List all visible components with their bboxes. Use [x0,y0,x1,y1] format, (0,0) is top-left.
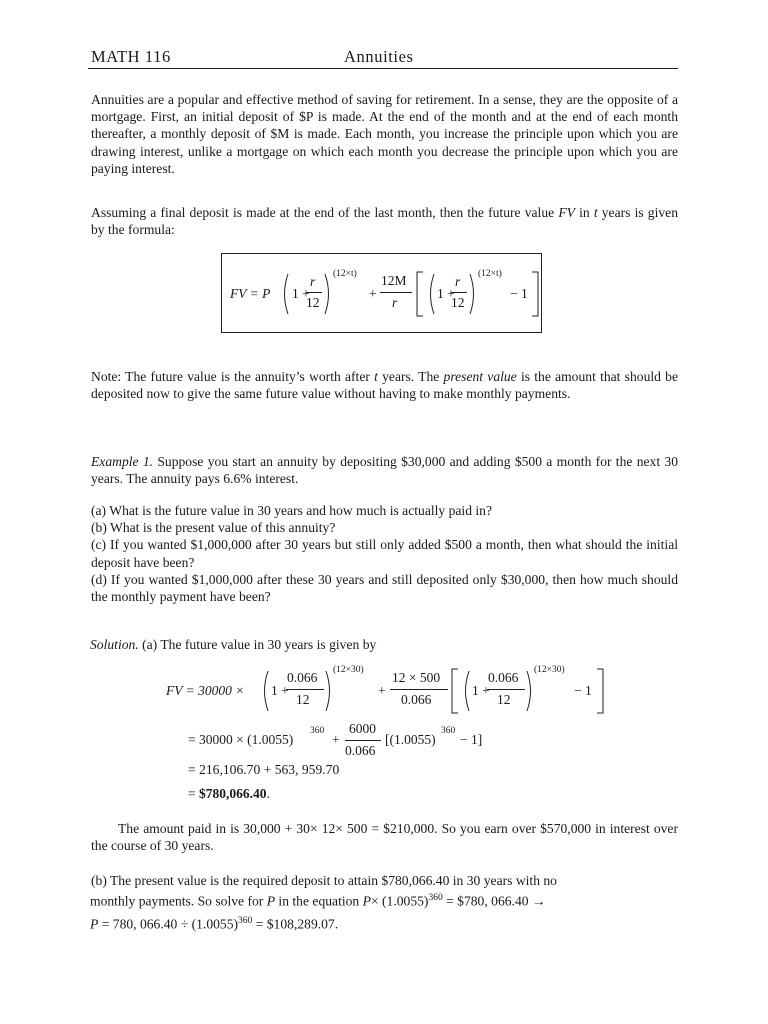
eq1-num2: 12 × 500 [392,670,441,685]
part-b-line3 [90,916,338,933]
fraction-bar [390,689,448,690]
solution-intro [90,637,376,653]
right-paren-icon [525,670,535,712]
eq2-exp: 360 [310,726,325,736]
page-title: Annuities [344,47,414,66]
left-paren-icon [260,670,270,712]
part-b-exp: 360 [428,893,443,903]
left-bracket-icon [450,668,460,714]
formula-r-numerator: r [310,274,316,289]
eq4-period: . [266,786,270,801]
paid-in-paragraph [91,820,678,854]
formula-r-numerator-2: r [455,274,461,289]
formula-minus-one: − 1 [510,286,528,301]
fraction-bar [451,292,467,293]
eq4-answer: $780,066.40 [199,786,267,801]
question-a: (a) What is the future value in 30 years and how much is actually paid in? [91,503,493,518]
part-b-paragraph [91,872,678,889]
right-paren-icon [324,670,334,712]
part-b-line2 [90,893,677,910]
page-header [90,47,678,67]
part-b-eq2: = $780, 066.40 → [442,893,546,909]
eq2-den: 0.066 [345,743,376,758]
eq1-twelve-2: 12 [497,692,511,707]
part-b-text-3b: = $108,289.07. [252,916,339,932]
formula-one-plus: 1 + [292,286,310,301]
eq2-c: − 1] [460,732,483,747]
note-present-value: present value [443,369,517,384]
course-code: MATH 116 [91,47,171,66]
part-b-line1: (b) The present value is the required deposit to attain $780,066.40 in 30 years with no [91,873,557,888]
formula-12m: 12M [381,273,407,288]
equation-4 [188,786,270,802]
fraction-bar [487,689,525,690]
note-paragraph [91,368,678,402]
fv-symbol: FV [558,205,575,220]
question-b: (b) What is the present value of this annuity? [91,520,336,536]
fraction-bar [380,292,412,293]
eq2-plus: + [332,732,340,747]
eq1-lhs: FV = 30000 × [166,683,245,698]
intro-paragraph [91,91,678,177]
eq4-prefix: = [188,786,199,801]
solution-label: Solution. [90,637,139,652]
note-text-a: Note: The future value is the annuity’s worth after [91,369,375,384]
formula-12-denominator-2: 12 [451,295,465,310]
left-paren-icon [280,273,290,315]
t-symbol: t [593,205,598,220]
right-paren-icon [323,273,333,315]
part-b-text-a: monthly payments. So solve for [90,893,267,909]
fraction-bar [286,689,324,690]
equation-3: = 216,106.70 + 563, 959.70 [188,762,340,777]
right-bracket-icon [530,271,540,317]
note-text-b: years. The [377,369,444,384]
intro-text: Annuities are a popular and effective method of saving for retirement. In a sense, they are the opposite of a mortgage. First, an initial deposit of $P is made. At the end of the month and at the end of each month thereafter, a monthly deposit of $M is made. Each month, you increase the principle upon which you are drawing interest, unlike a mortgage on which each month you decrease the principle upon which you are paying interest. [91,92,678,176]
example-text: Suppose you start an annuity by depositing $30,000 and adding $500 a month for the next 30 years. The annuity pays 6.6% interest. [91,454,679,487]
part-b-eq: × (1.0055) [370,893,429,909]
formula-r-denominator: r [392,295,398,310]
eq1-rate-2: 0.066 [488,670,519,685]
question-list [91,502,678,605]
formula-exponent-2: (12×t) [478,269,502,279]
right-bracket-icon [595,668,605,714]
part-b-text-b: in the equation [275,893,363,909]
right-paren-icon [468,273,478,315]
left-paren-icon [461,670,471,712]
eq1-plus: + [378,683,386,698]
formula-one-plus-2: 1 + [437,286,455,301]
formula-12-denominator: 12 [306,295,320,310]
eq2-b: [(1.0055) [385,732,436,747]
solution-intro-text: (a) The future value in 30 years is given by [138,637,377,652]
lead-text-b: in [579,205,594,220]
part-b-p: P [266,893,276,909]
eq2-num: 6000 [349,721,376,736]
eq1-one-plus: 1 + [271,683,289,698]
lead-text-a: Assuming a final deposit is made at the end of the last month, then the future value [91,205,559,220]
formula-lead-paragraph [91,204,678,238]
eq1-twelve: 12 [296,692,310,707]
eq1-minus-one: − 1 [574,683,592,698]
fraction-bar [306,292,322,293]
formula-plus: + [369,286,377,301]
formula-box [221,253,542,333]
formula-exponent: (12×t) [333,269,357,279]
example-label: Example 1. [91,454,154,469]
formula-lhs: FV = P [230,286,271,301]
eq1-one-plus-2: 1 + [472,683,490,698]
eq1-rate: 0.066 [287,670,318,685]
eq2-a: = 30000 × (1.0055) [188,732,294,747]
left-paren-icon [426,273,436,315]
left-bracket-icon [415,271,425,317]
fraction-bar [345,740,381,741]
note-t: t [374,369,378,384]
header-rule [88,68,678,69]
eq1-den2: 0.066 [401,692,432,707]
part-b-exp-2: 360 [238,916,253,926]
eq1-exponent: (12×30) [333,665,364,675]
question-c: (c) If you wanted $1,000,000 after 30 years but still only added $500 a month, then what should the initial deposit have been? [91,537,678,570]
example-paragraph [91,453,678,487]
equation-2 [188,721,508,765]
part-b-p-3: P [90,916,99,932]
note-text-c: is the amount that should be deposited now to give the same future value without having to make monthly payments. [91,369,678,402]
eq2-exp-2: 360 [441,726,456,736]
lead-text-c: years is given by the formula: [91,205,678,238]
equation-1 [166,660,616,720]
part-b-text-3: = 780, 066.40 ÷ (1.0055) [98,916,239,932]
question-d: (d) If you wanted $1,000,000 after these 30 years and still deposited only $30,000, then how much should the monthly payment have been? [91,571,678,605]
eq1-exponent-2: (12×30) [534,665,565,675]
paid-in-text: The amount paid in is 30,000 + 30× 12× 500 = $210,000. So you earn over $570,000 in interest over the course of 30 years. [91,821,678,854]
part-b-p-2: P [362,893,371,909]
